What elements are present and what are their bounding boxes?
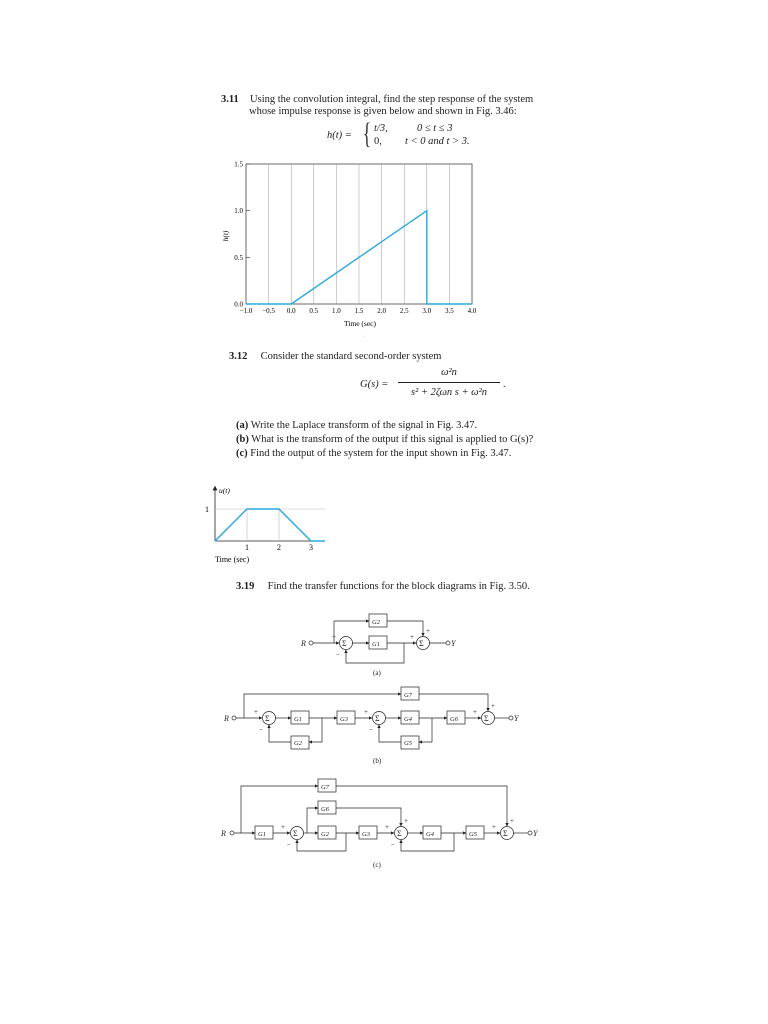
plus-sign: + bbox=[364, 708, 368, 716]
signal-y-tick: 1 bbox=[205, 505, 209, 514]
signal-x-tick-1: 1 bbox=[245, 543, 249, 552]
sigma-symbol: Σ bbox=[375, 714, 380, 723]
signal-x-tick-3: 3 bbox=[309, 543, 313, 552]
sigma-symbol: Σ bbox=[265, 714, 270, 723]
minus-sign: − bbox=[259, 726, 263, 734]
wire bbox=[309, 718, 322, 742]
input-label-r: R bbox=[224, 714, 229, 723]
plus-sign: + bbox=[492, 823, 496, 831]
label-g1: G1 bbox=[258, 831, 266, 838]
problem-3-12-text bbox=[229, 350, 441, 363]
label-g2: G2 bbox=[372, 619, 380, 626]
label-g5: G5 bbox=[469, 831, 477, 838]
case2-condition: t < 0 and t > 3. bbox=[405, 136, 470, 147]
block-diagrams bbox=[0, 595, 768, 885]
x-tick-label: −1.0 bbox=[239, 307, 253, 315]
wire bbox=[419, 694, 488, 711]
chart-y-label: h(t) bbox=[221, 230, 230, 242]
part-c-label: (c) bbox=[236, 448, 248, 459]
input-terminal bbox=[232, 716, 236, 720]
minus-sign: − bbox=[369, 726, 373, 734]
dot-mark: · bbox=[363, 334, 365, 340]
problem-3-19-text bbox=[236, 580, 530, 593]
chart-ticks bbox=[234, 161, 477, 316]
problem-text-line2: whose impulse response is given below and shown in Fig. 3.46: bbox=[249, 106, 517, 117]
case1-expr: t/3, bbox=[374, 123, 388, 134]
brace: { bbox=[363, 117, 371, 150]
label-g4: G4 bbox=[404, 716, 412, 723]
y-tick-label: 1.0 bbox=[234, 207, 243, 216]
impulse-response-chart bbox=[218, 156, 498, 334]
problem-number: 3.11 bbox=[221, 94, 239, 105]
plus-sign: + bbox=[491, 702, 495, 710]
sigma-symbol: Σ bbox=[342, 639, 347, 648]
sigma-symbol: Σ bbox=[484, 714, 489, 723]
input-terminal bbox=[309, 641, 313, 645]
problem-text: Find the transfer functions for the block diagrams in Fig. 3.50. bbox=[267, 581, 530, 592]
plus-sign: + bbox=[473, 708, 477, 716]
label-g6: G6 bbox=[450, 716, 458, 723]
label-g4: G4 bbox=[426, 831, 434, 838]
wire bbox=[269, 725, 291, 742]
part-b-label: (b) bbox=[236, 434, 249, 445]
output-label-y: Y bbox=[514, 714, 519, 723]
output-terminal bbox=[509, 716, 513, 720]
label-g5: G5 bbox=[404, 740, 412, 747]
label-g1: G1 bbox=[294, 716, 302, 723]
transfer-period: . bbox=[503, 379, 506, 390]
x-tick-label: 3.5 bbox=[445, 307, 454, 315]
input-signal-figure bbox=[200, 483, 340, 569]
plus-sign: + bbox=[510, 817, 514, 825]
plus-sign: + bbox=[410, 633, 414, 641]
minus-sign: − bbox=[287, 841, 291, 849]
part-b-text: What is the transform of the output if this signal is applied to G(s)? bbox=[251, 434, 534, 445]
problem-text-line1: Using the convolution integral, find the step response of the system bbox=[250, 94, 534, 105]
plus-sign: + bbox=[254, 708, 258, 716]
plus-sign: + bbox=[281, 823, 285, 831]
signal-x-label: Time (sec) bbox=[215, 555, 250, 564]
input-terminal bbox=[230, 831, 234, 835]
wire bbox=[379, 725, 401, 742]
input-label-r: R bbox=[221, 829, 226, 838]
transfer-numerator: ω²n bbox=[441, 367, 457, 378]
x-tick-label: −0.5 bbox=[262, 307, 275, 315]
output-label-y: Y bbox=[533, 829, 538, 838]
caption-b: (b) bbox=[373, 757, 382, 765]
diagram-c bbox=[230, 779, 532, 851]
label-g6: G6 bbox=[321, 806, 329, 813]
output-terminal bbox=[446, 641, 450, 645]
problem-text: Consider the standard second-order system bbox=[260, 351, 442, 362]
wire bbox=[336, 808, 401, 826]
label-g2: G2 bbox=[294, 740, 302, 747]
x-tick-label: 3.0 bbox=[422, 307, 432, 315]
wire bbox=[419, 718, 432, 742]
sigma-symbol: Σ bbox=[419, 639, 424, 648]
wire bbox=[387, 621, 423, 636]
equation-lhs: h(t) = bbox=[327, 130, 352, 141]
part-a-label: (a) bbox=[236, 420, 249, 431]
transfer-lhs: G(s) = bbox=[360, 379, 389, 390]
chart-x-label: Time (sec) bbox=[343, 319, 377, 328]
caption-c: (c) bbox=[373, 861, 381, 869]
output-label-y: Y bbox=[451, 639, 456, 648]
problem-number: 3.19 bbox=[236, 581, 255, 592]
fraction-bar bbox=[398, 382, 500, 383]
part-b bbox=[236, 433, 533, 446]
sigma-symbol: Σ bbox=[397, 829, 402, 838]
input-label-r: R bbox=[301, 639, 306, 648]
plus-sign: + bbox=[404, 817, 408, 825]
label-g3: G3 bbox=[362, 831, 370, 838]
x-tick-label: 0.0 bbox=[286, 307, 296, 315]
x-tick-label: 2.5 bbox=[399, 307, 409, 315]
x-tick-label: 0.5 bbox=[309, 307, 319, 315]
part-c-text: Find the output of the system for the input shown in Fig. 3.47. bbox=[250, 448, 512, 459]
label-g2: G2 bbox=[321, 831, 329, 838]
output-terminal bbox=[528, 831, 532, 835]
problem-number: 3.12 bbox=[229, 351, 248, 362]
y-tick-label: 1.5 bbox=[234, 160, 243, 169]
label-g3: G3 bbox=[340, 716, 348, 723]
label-g7: G7 bbox=[321, 784, 329, 791]
wire bbox=[336, 786, 507, 826]
sigma-symbol: Σ bbox=[503, 829, 508, 838]
x-tick-label: 1.5 bbox=[354, 307, 364, 315]
plus-sign: + bbox=[426, 627, 430, 635]
caption-a: (a) bbox=[373, 669, 381, 677]
plus-sign: + bbox=[385, 823, 389, 831]
plus-sign: + bbox=[332, 633, 336, 641]
case2-expr: 0, bbox=[374, 136, 382, 147]
case1-condition: 0 ≤ t ≤ 3 bbox=[417, 123, 453, 134]
label-g1: G1 bbox=[372, 641, 380, 648]
part-c bbox=[236, 447, 511, 460]
signal-y-label: u(t) bbox=[219, 486, 230, 495]
part-a bbox=[236, 419, 477, 432]
part-a-text: Write the Laplace transform of the signal in Fig. 3.47. bbox=[250, 420, 478, 431]
wire bbox=[241, 786, 318, 833]
x-tick-label: 1.0 bbox=[332, 307, 341, 315]
x-tick-label: 4.0 bbox=[467, 307, 477, 315]
chart-grid bbox=[269, 164, 450, 304]
y-tick-label: 0.5 bbox=[234, 253, 243, 262]
diagram-b bbox=[232, 687, 513, 749]
transfer-denominator: s² + 2ζωn s + ω²n bbox=[411, 387, 487, 398]
minus-sign: − bbox=[391, 841, 395, 849]
signal-x-tick-2: 2 bbox=[277, 543, 281, 552]
wire bbox=[307, 808, 318, 833]
x-tick-label: 2.0 bbox=[377, 307, 386, 315]
y-tick-label: 0.0 bbox=[234, 300, 243, 309]
minus-sign: − bbox=[336, 651, 340, 659]
label-g7: G7 bbox=[404, 692, 412, 699]
sigma-symbol: Σ bbox=[293, 829, 298, 838]
signal-trace bbox=[215, 509, 325, 541]
